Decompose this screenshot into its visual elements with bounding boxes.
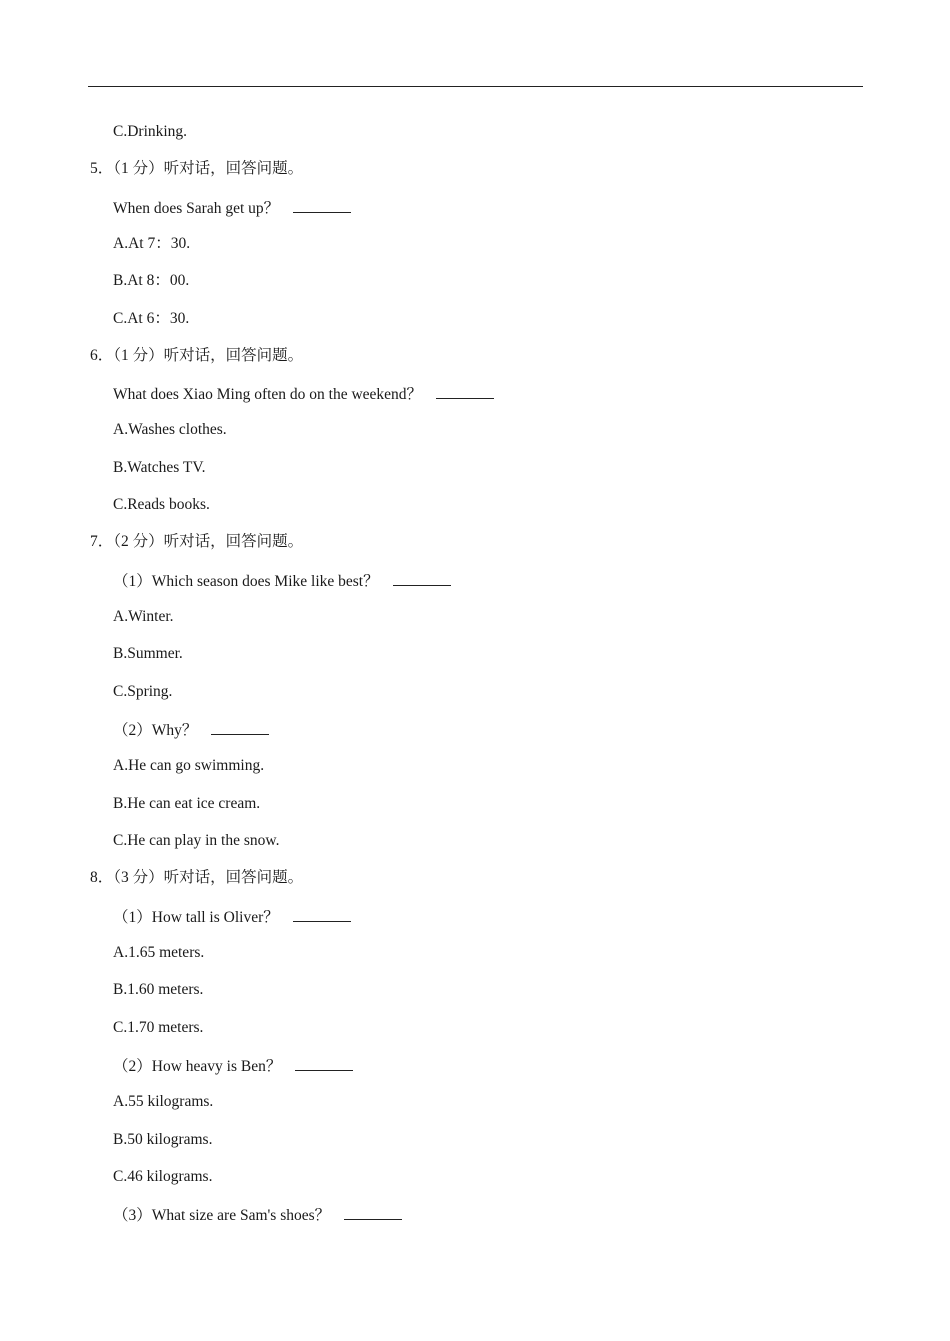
q7-part2-option-c: C.He can play in the snow. (113, 832, 280, 849)
q5-option-c: C.At 6：30. (113, 310, 190, 327)
q7-part1-option-b: B.Summer. (113, 645, 183, 662)
q6-option-c: C.Reads books. (113, 496, 210, 513)
q8-part3-answer-blank[interactable] (344, 1204, 402, 1220)
q8-part2-option-a: A.55 kilograms. (113, 1093, 214, 1110)
q8-part1-answer-blank[interactable] (293, 906, 351, 922)
q5-heading: 5．（1 分）听对话，回答问题。 (90, 160, 304, 177)
q7-part2-option-b: B.He can eat ice cream. (113, 795, 261, 812)
header-rule (88, 86, 863, 87)
q5-option-b: B.At 8：00. (113, 272, 190, 289)
q8-part2-option-c: C.46 kilograms. (113, 1168, 213, 1185)
q7-part1-answer-blank[interactable] (393, 570, 451, 586)
q7-part2-prompt: （2）Why？ (113, 719, 269, 741)
q7-part1-prompt: （1）Which season does Mike like best？ (113, 570, 451, 592)
q6-option-b: B.Watches TV. (113, 459, 206, 476)
q6-heading: 6．（1 分）听对话，回答问题。 (90, 347, 304, 364)
q7-heading: 7．（2 分）听对话，回答问题。 (90, 533, 304, 550)
q8-part3-prompt: （3）What size are Sam's shoes？ (113, 1204, 402, 1226)
q6-prompt: What does Xiao Ming often do on the weekend？ (113, 383, 494, 405)
q8-part1-option-a: A.1.65 meters. (113, 944, 205, 961)
q5-answer-blank[interactable] (293, 197, 351, 213)
q6-answer-blank[interactable] (436, 383, 494, 399)
q8-part1-prompt: （1）How tall is Oliver？ (113, 906, 351, 928)
q8-part2-prompt: （2）How heavy is Ben？ (113, 1055, 353, 1077)
q6-option-a: A.Washes clothes. (113, 421, 227, 438)
q8-part1-option-c: C.1.70 meters. (113, 1019, 204, 1036)
q7-part2-option-a: A.He can go swimming. (113, 757, 265, 774)
q8-part2-answer-blank[interactable] (295, 1055, 353, 1071)
q7-part2-answer-blank[interactable] (211, 719, 269, 735)
q7-part1-option-a: A.Winter. (113, 608, 174, 625)
q4-option-c: C.Drinking. (113, 123, 188, 140)
q8-heading: 8．（3 分）听对话，回答问题。 (90, 869, 304, 886)
q8-part2-option-b: B.50 kilograms. (113, 1131, 213, 1148)
q8-part1-option-b: B.1.60 meters. (113, 981, 204, 998)
q5-option-a: A.At 7：30. (113, 235, 191, 252)
q5-prompt: When does Sarah get up？ (113, 197, 351, 219)
q7-part1-option-c: C.Spring. (113, 683, 173, 700)
